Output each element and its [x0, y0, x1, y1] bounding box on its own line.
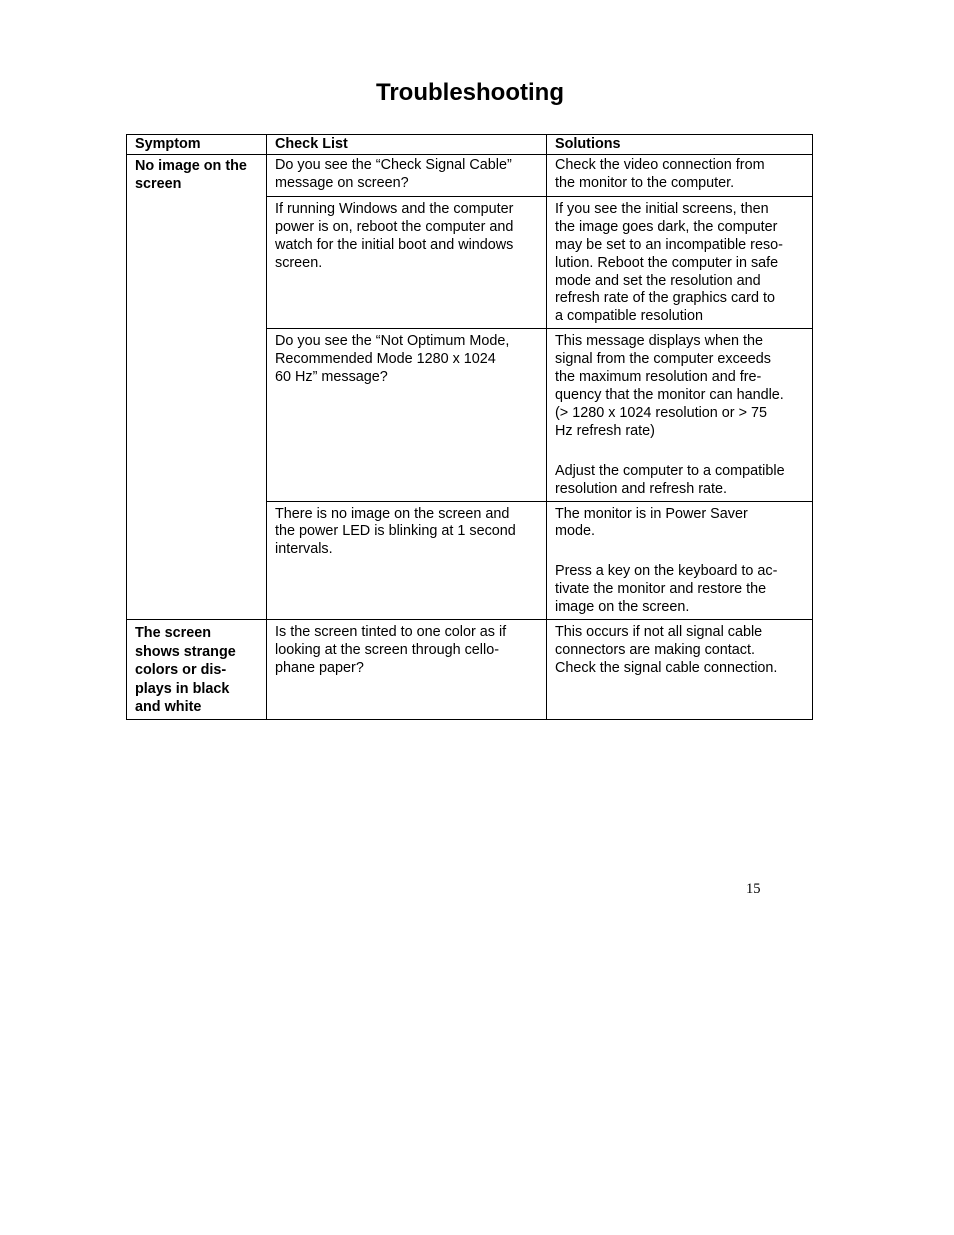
- check-line: If running Windows and the computer: [275, 200, 514, 217]
- solution-line: Press a key on the keyboard to ac-: [555, 563, 778, 580]
- solution-line: Check the signal cable connection.: [555, 659, 778, 676]
- solution-line: refresh rate of the graphics card to: [555, 290, 775, 307]
- symptom-line: The screen: [135, 625, 211, 642]
- solution-line: This occurs if not all signal cable: [555, 624, 763, 641]
- solution-line: resolution and refresh rate.: [555, 480, 727, 497]
- solution-line: Check the video connection from: [555, 156, 765, 173]
- solution-line: Hz refresh rate): [555, 422, 655, 439]
- solution-cell: [547, 329, 813, 501]
- symptom-line: and white: [135, 699, 202, 716]
- symptom-cell: [127, 620, 267, 720]
- solution-line: This message displays when the: [555, 333, 763, 350]
- header-symptom: Symptom: [127, 135, 267, 155]
- check-line: watch for the initial boot and windows: [275, 236, 514, 253]
- symptom-cell: [127, 154, 267, 619]
- table-header-row: [127, 135, 813, 155]
- solution-cell: [547, 501, 813, 620]
- check-line: screen.: [275, 254, 323, 271]
- solution-line: mode and set the resolution and: [555, 272, 761, 289]
- header-solutions: Solutions: [547, 135, 813, 155]
- solution-line: signal from the computer exceeds: [555, 351, 771, 368]
- solution-line: mode.: [555, 523, 595, 540]
- check-line: Is the screen tinted to one color as if: [275, 624, 507, 641]
- symptom-line: colors or dis-: [135, 662, 227, 679]
- check-line: Recommended Mode 1280 x 1024: [275, 351, 496, 368]
- solution-line: tivate the monitor and restore the: [555, 581, 767, 598]
- solution-cell: [547, 154, 813, 196]
- symptom-line: shows strange: [135, 643, 236, 660]
- solution-line: Adjust the computer to a compatible: [555, 462, 785, 479]
- solution-cell: [547, 196, 813, 328]
- page-title: Troubleshooting: [376, 79, 564, 106]
- check-line: phane paper?: [275, 659, 364, 676]
- page-number: 15: [746, 881, 761, 897]
- check-line: power is on, reboot the computer and: [275, 218, 514, 235]
- solution-line: quency that the monitor can handle.: [555, 386, 784, 403]
- solution-line: (> 1280 x 1024 resolution or > 75: [555, 404, 768, 421]
- table-row: [127, 620, 813, 720]
- paragraph-gap: [555, 541, 804, 563]
- check-cell: [267, 501, 547, 620]
- check-cell: [267, 620, 547, 720]
- check-line: There is no image on the screen and: [275, 505, 510, 522]
- check-line: message on screen?: [275, 174, 409, 191]
- symptom-line: plays in black: [135, 680, 230, 697]
- check-line: Do you see the “Not Optimum Mode,: [275, 333, 510, 350]
- solution-cell: [547, 620, 813, 720]
- solution-line: a compatible resolution: [555, 308, 703, 325]
- solution-line: image on the screen.: [555, 599, 690, 616]
- solution-line: connectors are making contact.: [555, 641, 755, 658]
- header-check-list: Check List: [267, 135, 547, 155]
- table-row: [127, 154, 813, 196]
- solution-line: the image goes dark, the computer: [555, 218, 778, 235]
- check-line: Do you see the “Check Signal Cable”: [275, 156, 512, 173]
- solution-line: may be set to an incompatible reso-: [555, 236, 783, 253]
- check-line: looking at the screen through cello-: [275, 641, 499, 658]
- check-cell: [267, 329, 547, 501]
- solution-line: lution. Reboot the computer in safe: [555, 254, 779, 271]
- check-cell: [267, 154, 547, 196]
- symptom-line: No image on the: [135, 157, 247, 174]
- check-line: intervals.: [275, 541, 333, 558]
- solution-line: the monitor to the computer.: [555, 174, 735, 191]
- check-line: 60 Hz” message?: [275, 369, 388, 386]
- solution-line: The monitor is in Power Saver: [555, 505, 748, 522]
- solution-line: the maximum resolution and fre-: [555, 369, 762, 386]
- symptom-line: screen: [135, 176, 182, 193]
- check-cell: [267, 196, 547, 328]
- paragraph-gap: [555, 441, 804, 463]
- check-line: the power LED is blinking at 1 second: [275, 523, 516, 540]
- troubleshooting-table: [126, 134, 813, 720]
- solution-line: If you see the initial screens, then: [555, 200, 769, 217]
